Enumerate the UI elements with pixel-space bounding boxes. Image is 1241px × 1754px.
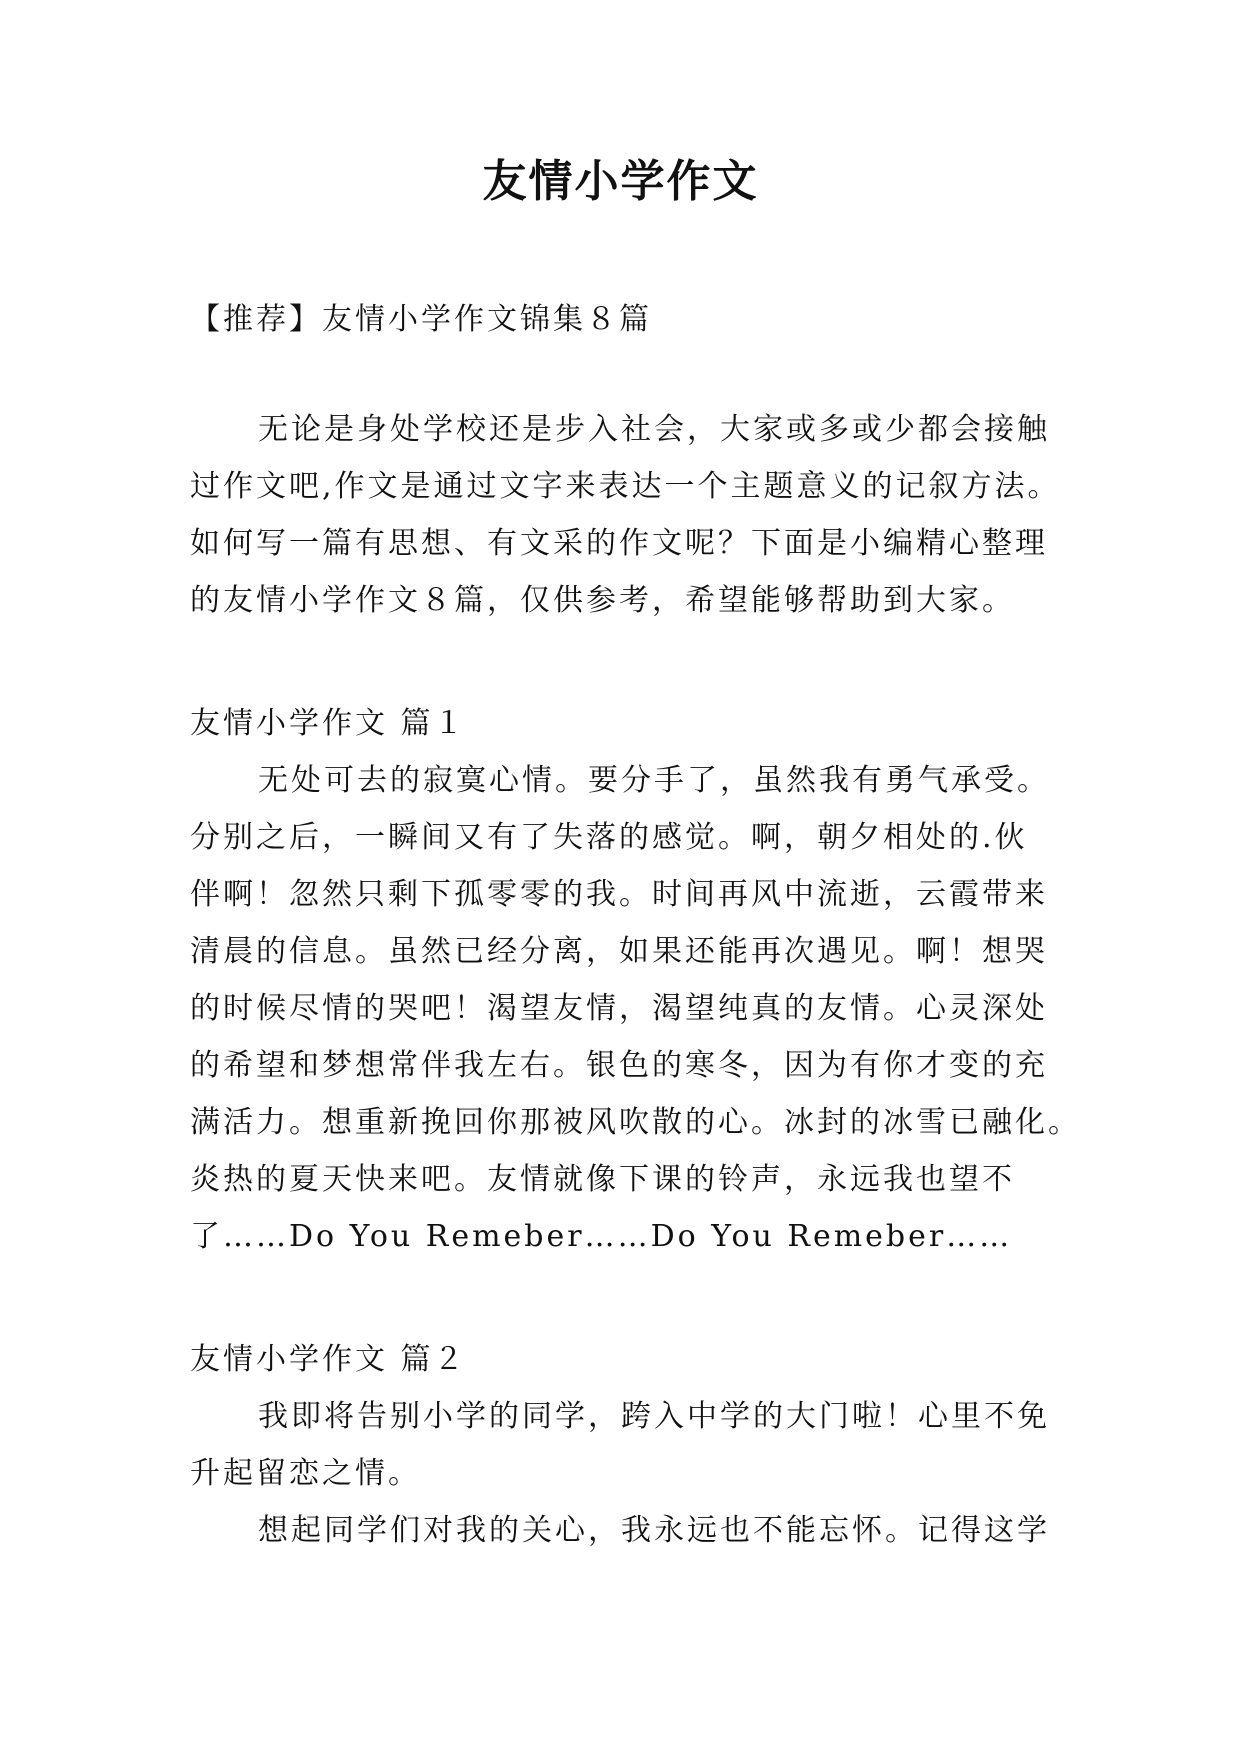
intro-line: 过作文吧,作文是通过文字来表达一个主题意义的记叙方法。 bbox=[190, 469, 1061, 504]
section1-line: 了……Do You Remeber……Do You Remeber…… bbox=[190, 1219, 1013, 1254]
section2-line: 升起留恋之情。 bbox=[190, 1456, 421, 1491]
section-heading: 友情小学作文 篇１ bbox=[190, 706, 467, 741]
section1-line: 无处可去的寂寞心情。要分手了，虽然我有勇气承受。 bbox=[258, 763, 1050, 798]
document-subtitle: 【推荐】友情小学作文锦集８篇 bbox=[190, 302, 652, 337]
section1-line: 分别之后，一瞬间又有了失落的感觉。啊，朝夕相处的.伙 bbox=[190, 820, 1028, 855]
section1-line: 的希望和梦想常伴我左右。银色的寒冬，因为有你才变的充 bbox=[190, 1048, 1048, 1083]
intro-line: 如何写一篇有思想、有文采的作文呢？下面是小编精心整理 bbox=[190, 526, 1048, 561]
section1-line: 炎热的夏天快来吧。友情就像下课的铃声，永远我也望不 bbox=[190, 1162, 1015, 1197]
section1-line: 的时候尽情的哭吧！渴望友情，渴望纯真的友情。心灵深处 bbox=[190, 991, 1048, 1026]
section2-line: 想起同学们对我的关心，我永远也不能忘怀。记得这学 bbox=[258, 1513, 1050, 1548]
section1-line: 伴啊！忽然只剩下孤零零的我。时间再风中流逝，云霞带来 bbox=[190, 877, 1048, 912]
intro-line: 的友情小学作文８篇，仅供参考，希望能够帮助到大家。 bbox=[190, 583, 1015, 618]
section2-line: 我即将告别小学的同学，跨入中学的大门啦！心里不免 bbox=[258, 1399, 1050, 1434]
intro-line: 无论是身处学校还是步入社会，大家或多或少都会接触 bbox=[258, 412, 1050, 447]
section1-line: 清晨的信息。虽然已经分离，如果还能再次遇见。啊！想哭 bbox=[190, 934, 1048, 969]
document-title: 友情小学作文 bbox=[482, 156, 759, 207]
section-heading: 友情小学作文 篇２ bbox=[190, 1342, 467, 1377]
section1-line: 满活力。想重新挽回你那被风吹散的心。冰封的冰雪已融化。 bbox=[190, 1105, 1081, 1140]
